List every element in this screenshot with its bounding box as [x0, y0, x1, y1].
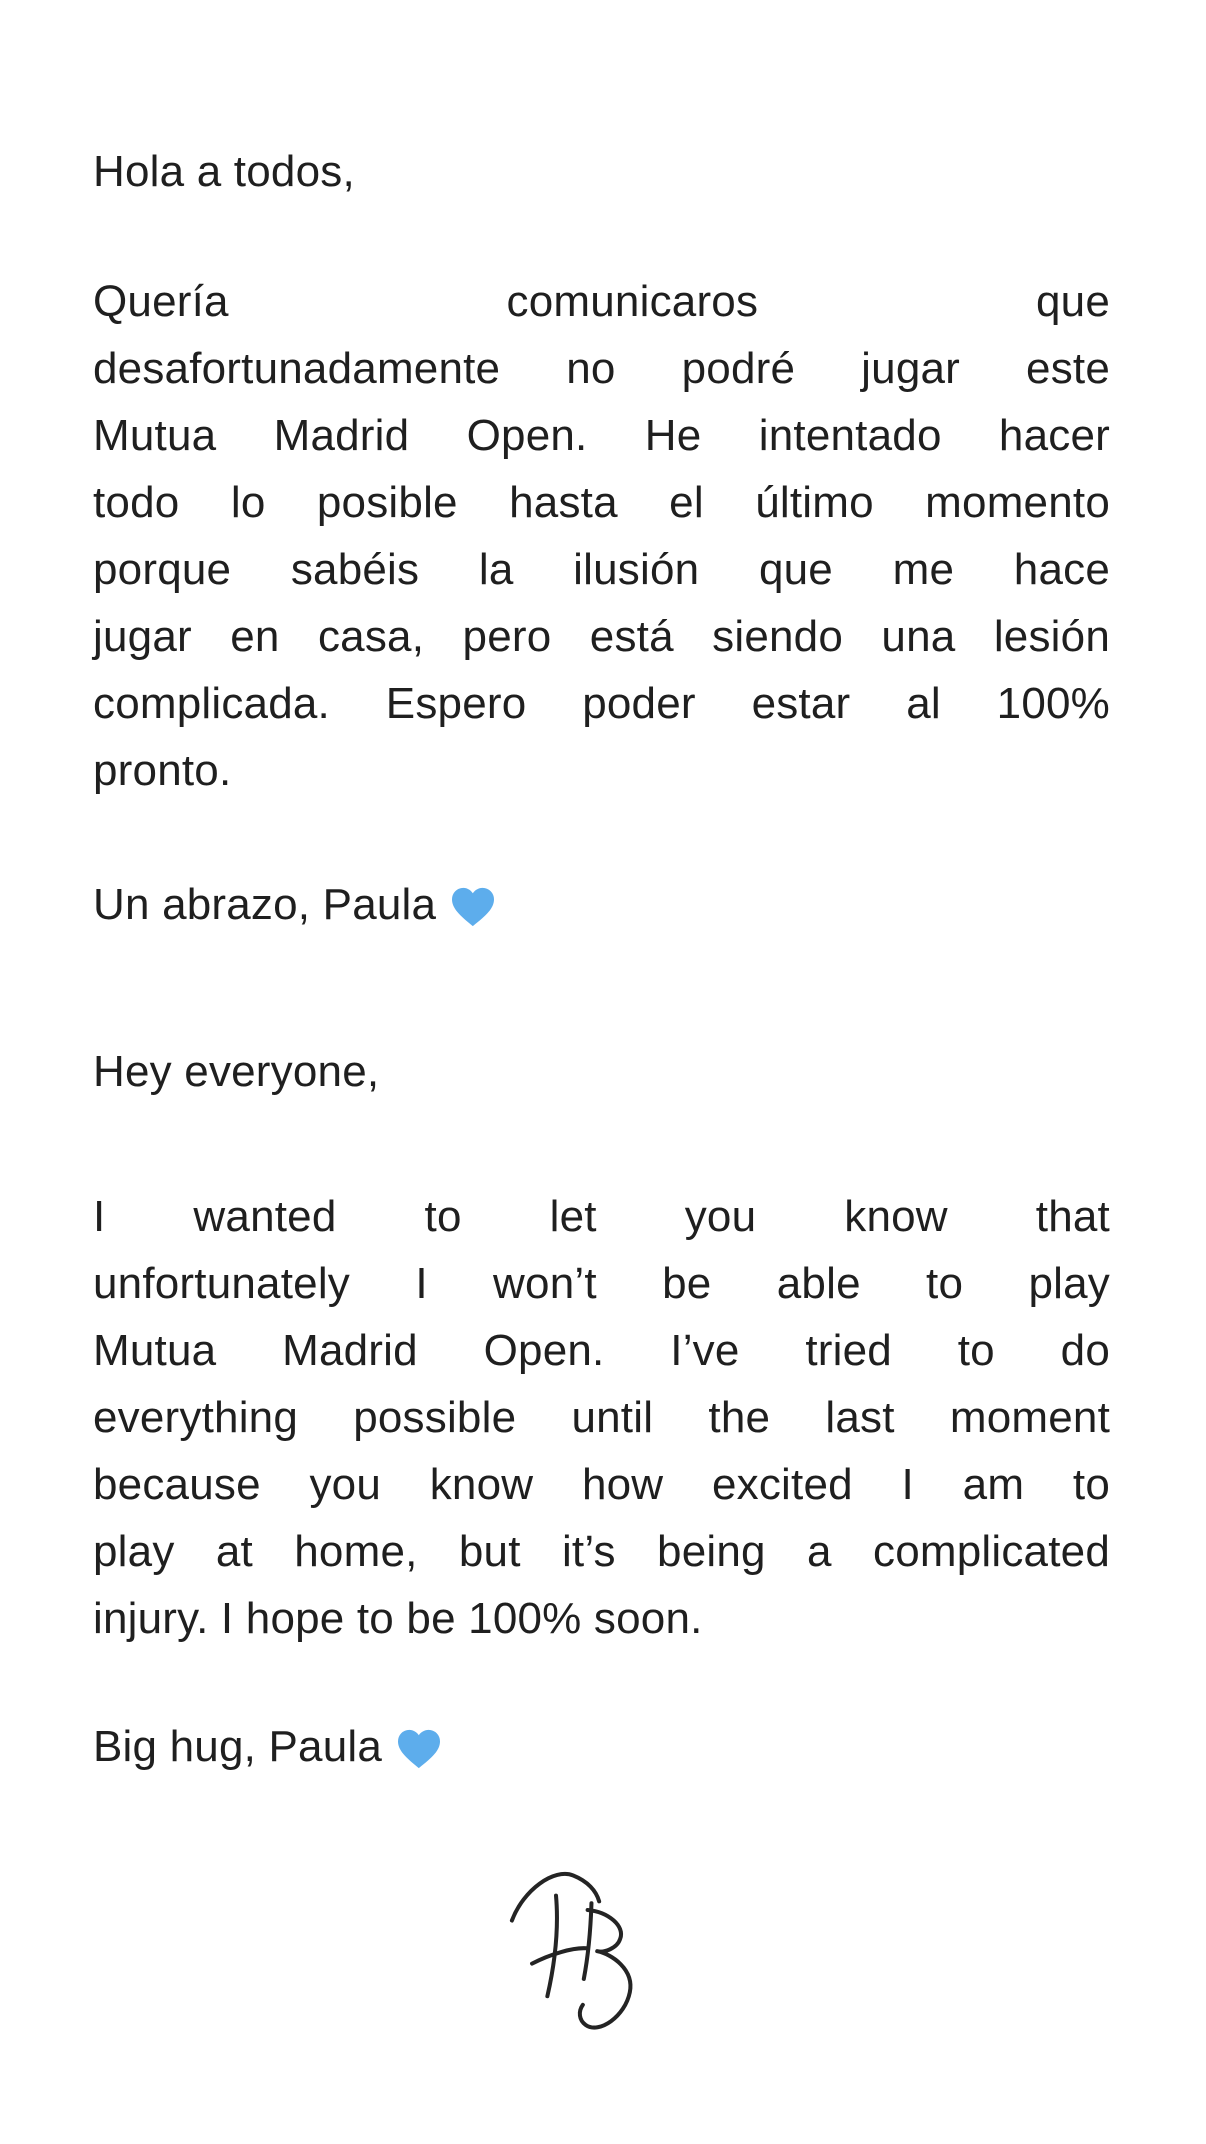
pb-signature — [93, 1840, 1110, 2070]
paragraph-line: jugar en casa, pero está siendo una lesión — [93, 612, 1110, 661]
signoff-spanish — [93, 871, 1110, 938]
paragraph-line: injury. I hope to be 100% soon. — [93, 1594, 703, 1643]
blue-heart-icon — [450, 886, 496, 928]
paragraph-english — [93, 1183, 1110, 1652]
paragraph-line: Quería comunicaros que — [93, 277, 1110, 326]
paragraph-line: todo lo posible hasta el último momento — [93, 478, 1110, 527]
statement-card — [0, 138, 1206, 2144]
paragraph-line: unfortunately I won’t be able to play — [93, 1259, 1110, 1308]
paragraph-line: because you know how excited I am to — [93, 1460, 1110, 1509]
blue-heart-icon — [396, 1728, 442, 1770]
pb-signature-monogram-icon — [472, 1840, 732, 2070]
paragraph-line: play at home, but it’s being a complicated — [93, 1527, 1110, 1576]
paragraph-line: complicada. Espero poder estar al 100% — [93, 679, 1110, 728]
paragraph-line: porque sabéis la ilusión que me hace — [93, 545, 1110, 594]
signoff-english — [93, 1713, 1110, 1780]
greeting-english: Hey everyone, — [93, 1047, 380, 1096]
paragraph-line: pronto. — [93, 746, 232, 795]
greeting-spanish: Hola a todos, — [93, 147, 355, 196]
paragraph-spanish — [93, 268, 1110, 804]
signoff-spanish-text: Un abrazo, Paula — [93, 880, 437, 929]
paragraph-line: Mutua Madrid Open. I’ve tried to do — [93, 1326, 1110, 1375]
signoff-english-text: Big hug, Paula — [93, 1722, 383, 1771]
paragraph-line: I wanted to let you know that — [93, 1192, 1110, 1241]
paragraph-line: Mutua Madrid Open. He intentado hacer — [93, 411, 1110, 460]
paragraph-line: everything possible until the last moment — [93, 1393, 1110, 1442]
paragraph-line: desafortunadamente no podré jugar este — [93, 344, 1110, 393]
